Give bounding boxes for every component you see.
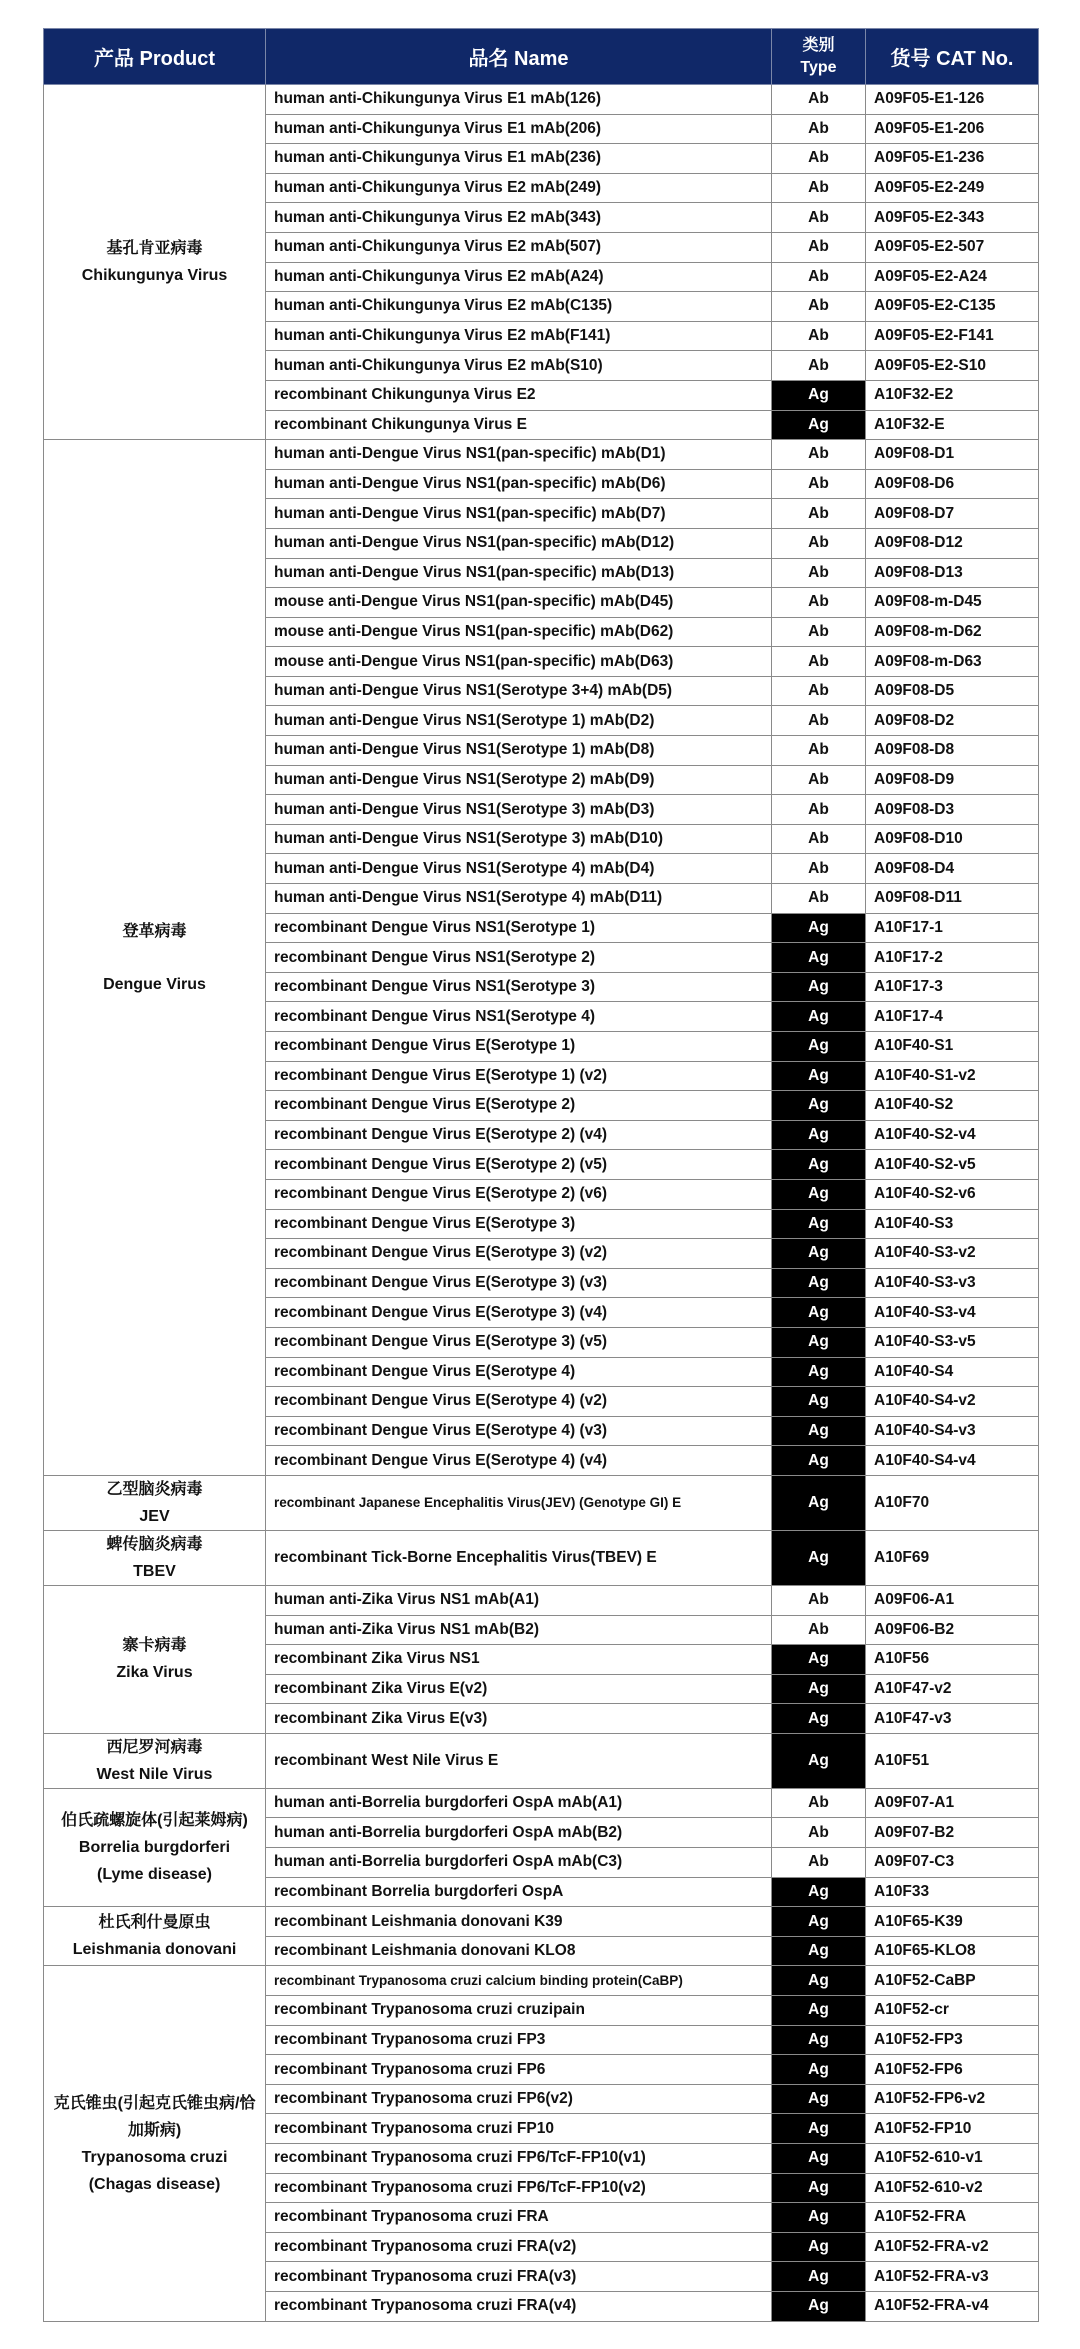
product-cell [44,85,266,440]
item-name-cell: human anti-Dengue Virus NS1(Serotype 3) mAb(D3) [266,795,772,825]
product-name-en: Zika Virus [116,1664,193,1682]
item-name-cell: human anti-Zika Virus NS1 mAb(B2) [266,1615,772,1645]
product-name-en: Dengue Virus [103,975,206,993]
item-name-cell: recombinant Dengue Virus E(Serotype 2) (v5) [266,1150,772,1180]
item-type-cell: Ab [772,1585,866,1615]
item-name-cell: recombinant Dengue Virus E(Serotype 4) [266,1357,772,1387]
product-name-cn: 基孔肯亚病毒 [106,240,203,258]
item-cat-cell: A09F08-D5 [866,676,1039,706]
item-cat-cell: A09F05-E2-249 [866,173,1039,203]
item-type-cell: Ab [772,558,866,588]
item-type-cell: Ag [772,1674,866,1704]
item-type-cell: Ag [772,1357,866,1387]
table-row [44,1475,1039,1530]
item-cat-cell: A09F05-E1-206 [866,114,1039,144]
item-type-cell: Ag [772,1530,866,1585]
table-header-row [44,29,1039,85]
item-type-cell: Ag [772,1996,866,2026]
item-type-cell: Ag [772,913,866,943]
item-cat-cell: A09F08-D7 [866,499,1039,529]
item-type-cell: Ab [772,617,866,647]
item-cat-cell: A10F52-FP10 [866,2114,1039,2144]
item-type-cell: Ag [772,1416,866,1446]
product-name-cn: 乙型脑炎病毒 [106,1480,203,1498]
item-cat-cell: A09F05-E2-343 [866,203,1039,233]
item-name-cell: human anti-Dengue Virus NS1(Serotype 3) mAb(D10) [266,824,772,854]
item-name-cell: human anti-Borrelia burgdorferi OspA mAb(A1) [266,1788,772,1818]
item-type-cell: Ag [772,1268,866,1298]
item-cat-cell: A10F32-E2 [866,380,1039,410]
item-cat-cell: A10F70 [866,1475,1039,1530]
item-name-cell: human anti-Dengue Virus NS1(Serotype 2) mAb(D9) [266,765,772,795]
item-cat-cell: A10F40-S3-v2 [866,1239,1039,1269]
item-name-cell: mouse anti-Dengue Virus NS1(pan-specific) mAb(D63) [266,647,772,677]
item-type-cell: Ab [772,173,866,203]
product-name-cn: 克氏锥虫(引起克氏锥虫病/恰加斯病) [53,2094,256,2139]
table-row [44,1966,1039,1996]
product-name-en: West Nile Virus [96,1765,213,1783]
product-cell [44,440,266,1476]
item-name-cell: human anti-Dengue Virus NS1(pan-specific) mAb(D6) [266,469,772,499]
product-cell [44,1530,266,1585]
item-name-cell: recombinant Zika Virus NS1 [266,1645,772,1675]
item-cat-cell: A09F08-m-D63 [866,647,1039,677]
product-cell [44,1788,266,1906]
item-name-cell: recombinant Dengue Virus E(Serotype 4) (v2) [266,1387,772,1417]
item-type-cell: Ab [772,706,866,736]
item-name-cell: recombinant Dengue Virus NS1(Serotype 2) [266,943,772,973]
item-name-cell: recombinant Trypanosoma cruzi FP6/TcF-FP10(v1) [266,2144,772,2174]
item-cat-cell: A10F40-S2-v6 [866,1179,1039,1209]
item-cat-cell: A10F52-FP6 [866,2055,1039,2085]
item-type-cell: Ag [772,2173,866,2203]
item-cat-cell: A09F08-D11 [866,884,1039,914]
item-cat-cell: A09F08-D8 [866,736,1039,766]
item-cat-cell: A09F05-E2-507 [866,232,1039,262]
product-table-wrapper [43,28,1038,2322]
item-type-cell: Ag [772,1387,866,1417]
item-cat-cell: A09F07-C3 [866,1848,1039,1878]
item-cat-cell: A10F40-S4-v4 [866,1446,1039,1476]
item-name-cell: human anti-Chikungunya Virus E1 mAb(206) [266,114,772,144]
item-name-cell: recombinant Trypanosoma cruzi cruzipain [266,1996,772,2026]
item-type-cell: Ag [772,1327,866,1357]
item-name-cell: recombinant Trypanosoma cruzi FRA(v4) [266,2291,772,2321]
item-type-cell: Ab [772,588,866,618]
item-cat-cell: A10F52-610-v1 [866,2144,1039,2174]
item-type-cell: Ag [772,1209,866,1239]
item-cat-cell: A10F52-CaBP [866,1966,1039,1996]
item-type-cell: Ab [772,499,866,529]
item-cat-cell: A10F40-S3-v4 [866,1298,1039,1328]
product-name-cn: 登革病毒 [122,922,187,940]
item-name-cell: recombinant West Nile Virus E [266,1733,772,1788]
item-type-cell: Ag [772,2262,866,2292]
item-cat-cell: A10F52-FRA-v3 [866,2262,1039,2292]
product-name-en: Leishmania donovani [72,1941,237,1959]
item-name-cell: human anti-Dengue Virus NS1(Serotype 4) mAb(D11) [266,884,772,914]
item-cat-cell: A09F08-D9 [866,765,1039,795]
item-name-cell: recombinant Dengue Virus E(Serotype 3) (v5) [266,1327,772,1357]
item-type-cell: Ab [772,351,866,381]
item-type-cell: Ag [772,2203,866,2233]
item-type-cell: Ab [772,647,866,677]
item-type-cell: Ab [772,1848,866,1878]
item-name-cell: recombinant Chikungunya Virus E2 [266,380,772,410]
item-type-cell: Ab [772,824,866,854]
item-name-cell: human anti-Dengue Virus NS1(Serotype 1) mAb(D8) [266,736,772,766]
item-name-cell: recombinant Dengue Virus E(Serotype 3) [266,1209,772,1239]
item-name-cell: human anti-Borrelia burgdorferi OspA mAb(C3) [266,1848,772,1878]
table-row [44,1733,1039,1788]
item-cat-cell: A10F40-S4-v3 [866,1416,1039,1446]
product-name-cn: 西尼罗河病毒 [106,1738,203,1756]
product-name-en: TBEV [133,1562,176,1580]
product-name-cn: 伯氏疏螺旋体(引起莱姆病) [61,1812,248,1830]
item-name-cell: mouse anti-Dengue Virus NS1(pan-specific) mAb(D45) [266,588,772,618]
item-name-cell: recombinant Dengue Virus E(Serotype 1) (v2) [266,1061,772,1091]
item-cat-cell: A09F06-A1 [866,1585,1039,1615]
item-cat-cell: A09F06-B2 [866,1615,1039,1645]
table-row [44,1530,1039,1585]
item-cat-cell: A09F08-D4 [866,854,1039,884]
item-type-cell: Ag [772,2232,866,2262]
item-name-cell: recombinant Trypanosoma cruzi FP6(v2) [266,2084,772,2114]
item-name-cell: human anti-Chikungunya Virus E2 mAb(S10) [266,351,772,381]
item-cat-cell: A09F07-A1 [866,1788,1039,1818]
item-type-cell: Ag [772,2144,866,2174]
item-type-cell: Ab [772,144,866,174]
item-type-cell: Ab [772,1818,866,1848]
item-type-cell: Ab [772,1615,866,1645]
item-type-cell: Ag [772,2084,866,2114]
item-type-cell: Ag [772,1179,866,1209]
item-type-cell: Ag [772,2055,866,2085]
table-row [44,1907,1039,1937]
item-type-cell: Ag [772,1002,866,1032]
item-cat-cell: A10F56 [866,1645,1039,1675]
item-name-cell: recombinant Zika Virus E(v3) [266,1704,772,1734]
item-cat-cell: A10F17-3 [866,972,1039,1002]
item-type-cell: Ab [772,321,866,351]
item-name-cell: recombinant Trypanosoma cruzi FP6 [266,2055,772,2085]
item-name-cell: recombinant Trypanosoma cruzi FP10 [266,2114,772,2144]
item-type-cell: Ag [772,972,866,1002]
item-cat-cell: A10F40-S3 [866,1209,1039,1239]
item-cat-cell: A09F08-m-D45 [866,588,1039,618]
item-cat-cell: A10F69 [866,1530,1039,1585]
table-row [44,1788,1039,1818]
item-cat-cell: A09F05-E2-F141 [866,321,1039,351]
item-name-cell: recombinant Chikungunya Virus E [266,410,772,440]
item-cat-cell: A10F40-S2-v4 [866,1120,1039,1150]
item-cat-cell: A09F08-D6 [866,469,1039,499]
item-type-cell: Ag [772,2025,866,2055]
item-name-cell: human anti-Dengue Virus NS1(Serotype 1) mAb(D2) [266,706,772,736]
item-type-cell: Ab [772,765,866,795]
item-cat-cell: A09F08-D2 [866,706,1039,736]
item-cat-cell: A10F52-FRA-v2 [866,2232,1039,2262]
item-cat-cell: A10F32-E [866,410,1039,440]
product-name-cn: 寨卡病毒 [122,1637,187,1655]
item-cat-cell: A10F40-S4 [866,1357,1039,1387]
item-type-cell: Ag [772,1298,866,1328]
item-cat-cell: A10F40-S1 [866,1032,1039,1062]
item-name-cell: human anti-Zika Virus NS1 mAb(A1) [266,1585,772,1615]
item-name-cell: recombinant Trypanosoma cruzi FRA [266,2203,772,2233]
item-type-cell: Ag [772,1475,866,1530]
item-name-cell: recombinant Dengue Virus E(Serotype 2) (v4) [266,1120,772,1150]
item-name-cell: recombinant Trypanosoma cruzi FP6/TcF-FP10(v2) [266,2173,772,2203]
item-cat-cell: A09F08-D3 [866,795,1039,825]
item-name-cell: human anti-Dengue Virus NS1(pan-specific) mAb(D7) [266,499,772,529]
item-name-cell: recombinant Trypanosoma cruzi FRA(v3) [266,2262,772,2292]
item-type-cell: Ab [772,203,866,233]
product-name-en: Borrelia burgdorferi [78,1839,231,1857]
product-name-en: JEV [139,1507,170,1525]
item-cat-cell: A10F17-2 [866,943,1039,973]
item-name-cell: recombinant Tick-Borne Encephalitis Virus(TBEV) E [266,1530,772,1585]
item-cat-cell: A10F51 [866,1733,1039,1788]
product-name-cn: 蜱传脑炎病毒 [106,1535,203,1553]
item-type-cell: Ag [772,1877,866,1907]
item-cat-cell: A10F40-S2 [866,1091,1039,1121]
item-name-cell: recombinant Dengue Virus E(Serotype 3) (v2) [266,1239,772,1269]
item-type-cell: Ag [772,1704,866,1734]
item-type-cell: Ag [772,410,866,440]
item-type-cell: Ag [772,1150,866,1180]
item-type-cell: Ag [772,1120,866,1150]
item-cat-cell: A10F65-K39 [866,1907,1039,1937]
product-cell [44,1966,266,2321]
item-cat-cell: A10F40-S4-v2 [866,1387,1039,1417]
item-cat-cell: A10F65-KLO8 [866,1936,1039,1966]
item-type-cell: Ag [772,1966,866,1996]
item-cat-cell: A10F40-S3-v3 [866,1268,1039,1298]
item-type-cell: Ag [772,1936,866,1966]
item-type-cell: Ab [772,1788,866,1818]
item-type-cell: Ab [772,795,866,825]
item-type-cell: Ag [772,1645,866,1675]
item-type-cell: Ag [772,2291,866,2321]
item-name-cell: recombinant Dengue Virus NS1(Serotype 3) [266,972,772,1002]
item-name-cell: recombinant Dengue Virus E(Serotype 2) [266,1091,772,1121]
item-name-cell: human anti-Chikungunya Virus E2 mAb(343) [266,203,772,233]
item-name-cell: human anti-Dengue Virus NS1(Serotype 4) mAb(D4) [266,854,772,884]
product-cell [44,1907,266,1966]
item-cat-cell: A10F52-cr [866,1996,1039,2026]
item-name-cell: recombinant Dengue Virus E(Serotype 4) (v4) [266,1446,772,1476]
item-cat-cell: A09F08-D10 [866,824,1039,854]
item-name-cell: recombinant Zika Virus E(v2) [266,1674,772,1704]
item-type-cell: Ag [772,1733,866,1788]
item-cat-cell: A10F17-1 [866,913,1039,943]
item-type-cell: Ag [772,1091,866,1121]
product-name-en: Chikungunya Virus [81,267,228,285]
item-name-cell: recombinant Dengue Virus E(Serotype 4) (v3) [266,1416,772,1446]
product-name-en: Trypanosoma cruzi [81,2148,228,2166]
item-cat-cell: A10F40-S2-v5 [866,1150,1039,1180]
item-name-cell: recombinant Leishmania donovani K39 [266,1907,772,1937]
item-name-cell: recombinant Leishmania donovani KLO8 [266,1936,772,1966]
item-name-cell: human anti-Chikungunya Virus E2 mAb(C135) [266,292,772,322]
item-cat-cell: A09F05-E1-236 [866,144,1039,174]
item-name-cell: human anti-Dengue Virus NS1(Serotype 3+4) mAb(D5) [266,676,772,706]
item-type-cell: Ab [772,854,866,884]
item-type-cell: Ab [772,528,866,558]
item-name-cell: recombinant Dengue Virus E(Serotype 1) [266,1032,772,1062]
item-name-cell: recombinant Trypanosoma cruzi calcium binding protein(CaBP) [266,1966,772,1996]
item-cat-cell: A10F52-FP3 [866,2025,1039,2055]
item-type-cell: Ag [772,380,866,410]
item-name-cell: recombinant Dengue Virus E(Serotype 3) (v3) [266,1268,772,1298]
table-row [44,1585,1039,1615]
item-name-cell: human anti-Chikungunya Virus E1 mAb(236) [266,144,772,174]
product-name-cn: 杜氏利什曼原虫 [98,1914,211,1932]
item-name-cell: recombinant Dengue Virus E(Serotype 2) (v6) [266,1179,772,1209]
header-type-cn: 类别 [802,36,835,54]
item-name-cell: recombinant Dengue Virus NS1(Serotype 4) [266,1002,772,1032]
item-name-cell: mouse anti-Dengue Virus NS1(pan-specific) mAb(D62) [266,617,772,647]
item-cat-cell: A09F05-E2-A24 [866,262,1039,292]
item-cat-cell: A10F47-v2 [866,1674,1039,1704]
item-name-cell: human anti-Chikungunya Virus E2 mAb(507) [266,232,772,262]
item-cat-cell: A10F47-v3 [866,1704,1039,1734]
item-type-cell: Ab [772,884,866,914]
item-name-cell: human anti-Chikungunya Virus E2 mAb(F141) [266,321,772,351]
item-cat-cell: A10F33 [866,1877,1039,1907]
table-row [44,85,1039,115]
item-type-cell: Ab [772,736,866,766]
item-name-cell: human anti-Borrelia burgdorferi OspA mAb(B2) [266,1818,772,1848]
item-cat-cell: A09F08-m-D62 [866,617,1039,647]
item-cat-cell: A09F05-E2-S10 [866,351,1039,381]
header-name: 品名 Name [266,29,772,85]
item-name-cell: recombinant Dengue Virus NS1(Serotype 1) [266,913,772,943]
product-cell [44,1585,266,1733]
item-type-cell: Ag [772,1446,866,1476]
item-name-cell: human anti-Dengue Virus NS1(pan-specific) mAb(D13) [266,558,772,588]
item-type-cell: Ab [772,292,866,322]
item-name-cell: recombinant Japanese Encephalitis Virus(JEV) (Genotype GI) E [266,1475,772,1530]
item-type-cell: Ag [772,1239,866,1269]
item-cat-cell: A10F40-S1-v2 [866,1061,1039,1091]
header-product: 产品 Product [44,29,266,85]
table-body [44,85,1039,2322]
item-type-cell: Ab [772,232,866,262]
item-cat-cell: A10F52-FRA-v4 [866,2291,1039,2321]
item-name-cell: human anti-Chikungunya Virus E2 mAb(249) [266,173,772,203]
item-type-cell: Ag [772,1907,866,1937]
item-type-cell: Ab [772,85,866,115]
item-type-cell: Ag [772,943,866,973]
product-cell [44,1733,266,1788]
item-cat-cell: A09F08-D12 [866,528,1039,558]
header-type-en: Type [800,58,837,76]
item-name-cell: human anti-Dengue Virus NS1(pan-specific) mAb(D1) [266,440,772,470]
product-name-note: (Lyme disease) [96,1866,212,1884]
item-name-cell: recombinant Borrelia burgdorferi OspA [266,1877,772,1907]
item-cat-cell: A09F07-B2 [866,1818,1039,1848]
item-name-cell: recombinant Dengue Virus E(Serotype 3) (v4) [266,1298,772,1328]
item-cat-cell: A10F17-4 [866,1002,1039,1032]
item-cat-cell: A09F05-E2-C135 [866,292,1039,322]
item-type-cell: Ab [772,262,866,292]
item-type-cell: Ab [772,469,866,499]
item-name-cell: recombinant Trypanosoma cruzi FRA(v2) [266,2232,772,2262]
item-cat-cell: A10F52-FP6-v2 [866,2084,1039,2114]
item-type-cell: Ab [772,676,866,706]
item-type-cell: Ag [772,2114,866,2144]
header-cat: 货号 CAT No. [866,29,1039,85]
item-cat-cell: A09F08-D13 [866,558,1039,588]
item-name-cell: human anti-Dengue Virus NS1(pan-specific) mAb(D12) [266,528,772,558]
item-name-cell: recombinant Trypanosoma cruzi FP3 [266,2025,772,2055]
product-name-note: (Chagas disease) [88,2175,221,2193]
item-type-cell: Ab [772,440,866,470]
item-cat-cell: A10F52-FRA [866,2203,1039,2233]
item-cat-cell: A09F05-E1-126 [866,85,1039,115]
item-type-cell: Ab [772,114,866,144]
item-type-cell: Ag [772,1061,866,1091]
item-cat-cell: A10F52-610-v2 [866,2173,1039,2203]
item-name-cell: human anti-Chikungunya Virus E1 mAb(126) [266,85,772,115]
product-table [43,28,1039,2322]
table-row [44,440,1039,470]
header-type [772,29,866,85]
item-cat-cell: A10F40-S3-v5 [866,1327,1039,1357]
item-cat-cell: A09F08-D1 [866,440,1039,470]
item-name-cell: human anti-Chikungunya Virus E2 mAb(A24) [266,262,772,292]
item-type-cell: Ag [772,1032,866,1062]
product-cell [44,1475,266,1530]
